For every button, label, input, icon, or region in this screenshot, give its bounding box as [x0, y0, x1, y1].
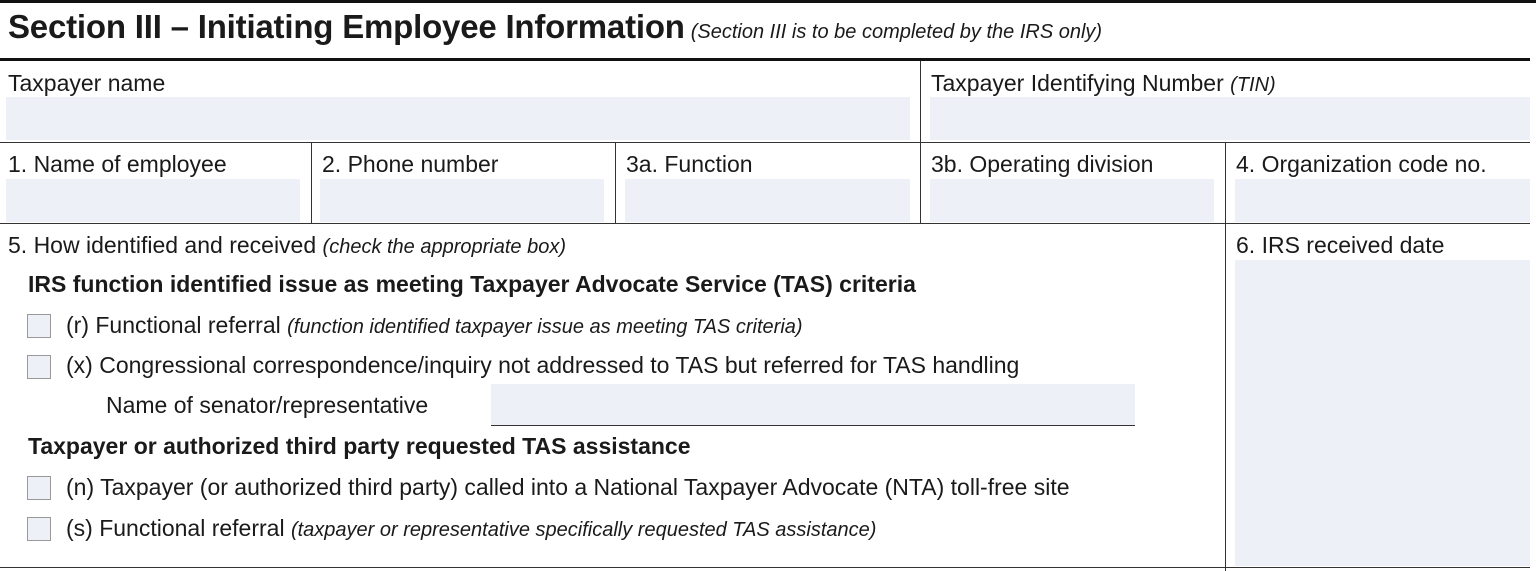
irs-function-heading: IRS function identified issue as meeting Taxpayer Advocate Service (TAS) criteria [28, 271, 916, 297]
option-n-checkbox[interactable] [27, 476, 51, 500]
section-note: (Section III is to be completed by the IRS only) [690, 21, 1103, 43]
function-label: 3a. Function [626, 151, 753, 177]
phone-label: 2. Phone number [322, 151, 499, 177]
option-r-label: (r) Functional referral (function identified taxpayer issue as meeting TAS criteria) [66, 312, 803, 338]
tin-field[interactable] [930, 97, 1530, 140]
how-identified-label: 5. How identified and received (check the appropriate box) [8, 232, 566, 258]
tin-label: Taxpayer Identifying Number (TIN) [931, 70, 1276, 96]
row2-divider-2 [615, 142, 616, 223]
received-date-field[interactable] [1235, 260, 1530, 566]
option-r-checkbox[interactable] [27, 314, 51, 338]
senator-label: Name of senator/representative [106, 392, 429, 418]
received-date-label: 6. IRS received date [1236, 232, 1445, 258]
division-field[interactable] [930, 179, 1214, 222]
org-code-label: 4. Organization code no. [1236, 151, 1487, 177]
option-x-checkbox[interactable] [27, 355, 51, 379]
option-n-label: (n) Taxpayer (or authorized third party) called into a National Taxpayer Advocate (NTA) toll-free site [66, 474, 1070, 500]
top-rule [0, 0, 1536, 3]
row2-divider-1 [311, 142, 312, 223]
phone-field[interactable] [320, 179, 604, 222]
option-x-label: (x) Congressional correspondence/inquiry not addressed to TAS but referred for TAS handling [66, 352, 1020, 378]
row2-bottom-rule [0, 223, 1530, 224]
row2-divider-3 [920, 142, 921, 223]
function-field[interactable] [625, 179, 910, 222]
employee-name-field[interactable] [6, 179, 300, 222]
org-code-field[interactable] [1235, 179, 1530, 222]
employee-name-label: 1. Name of employee [8, 151, 227, 177]
option-s-label: (s) Functional referral (taxpayer or representative specifically requested TAS assistance) [66, 515, 877, 541]
taxpayer-name-field[interactable] [6, 97, 910, 140]
right-column-divider [1225, 142, 1226, 571]
header-rule [0, 58, 1530, 61]
section-header [8, 8, 1102, 46]
option-s-checkbox[interactable] [27, 517, 51, 541]
section-title: Section III – Initiating Employee Information [8, 8, 685, 45]
row1-bottom-rule [0, 142, 1530, 143]
row1-divider [920, 61, 921, 142]
senator-field[interactable] [491, 384, 1135, 426]
bottom-rule [0, 567, 1530, 568]
division-label: 3b. Operating division [931, 151, 1154, 177]
taxpayer-requested-heading: Taxpayer or authorized third party requested TAS assistance [28, 433, 691, 459]
taxpayer-name-label: Taxpayer name [8, 70, 166, 96]
